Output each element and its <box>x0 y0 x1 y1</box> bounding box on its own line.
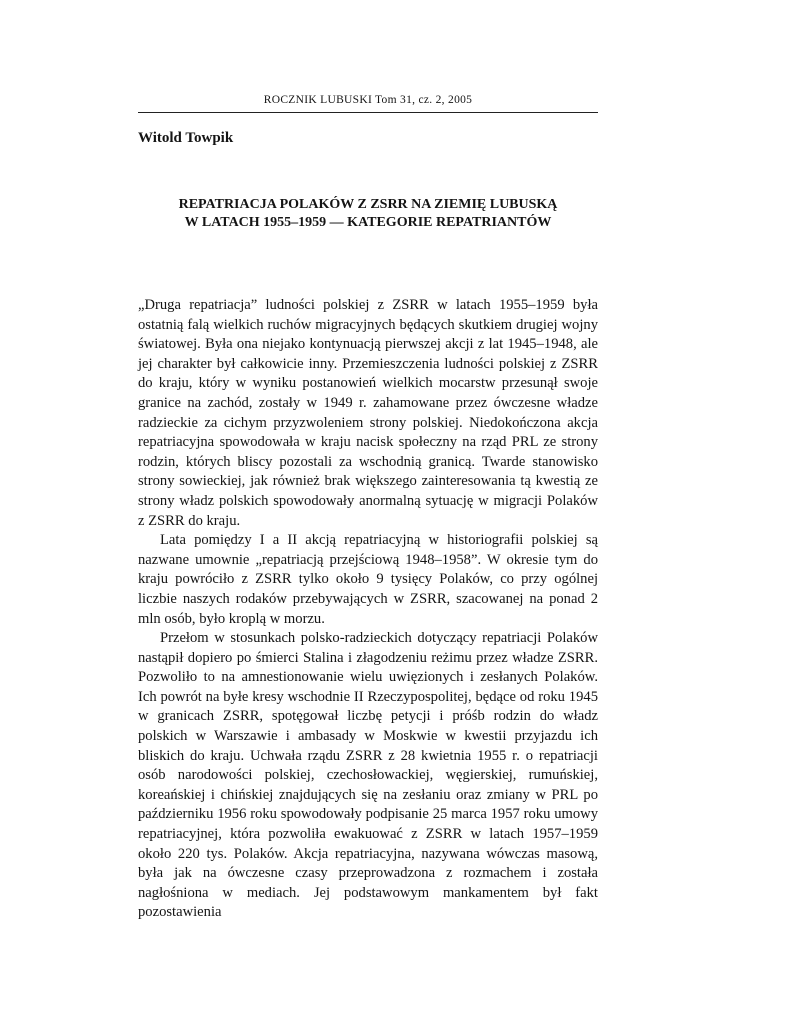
article-body <box>138 296 598 923</box>
title-line-1: REPATRIACJA POLAKÓW Z ZSRR NA ZIEMIĘ LUBUSKĄ <box>178 197 558 212</box>
author-name: Witold Towpik <box>138 130 234 146</box>
running-head: ROCZNIK LUBUSKI Tom 31, cz. 2, 2005 <box>138 94 598 113</box>
paragraph-1: „Druga repatriacja” ludności polskiej z ZSRR w latach 1955–1959 była ostatnią falą wielkich ruchów migracyjnych będących skutkiem drugiej wojny światowej. Była ona niejako kontynuacją pierwszej akcji z lat 1945–1948, ale jej charakter był całkowicie inny. Przemieszczenia ludności polskiej z ZSRR do kraju, który w wyniku postanowień wielkich mocarstw przesunął swoje granice na zachód, zostały w 1949 r. zahamowane przez ówczesne władze radzieckie za cichym przyzwoleniem strony polskiej. Niedokończona akcja repatriacyjna spowodowała w kraju nacisk społeczny na rząd PRL ze strony rodzin, których bliscy pozostali za wschodnią granicą. Twarde stanowisko strony sowieckiej, jak również brak większego zainteresowania tą kwestią ze strony władz polskich spowodowały anormalną sytuację w migracji Polaków z ZSRR do kraju. <box>138 297 598 529</box>
paragraph-3: Przełom w stosunkach polsko-radzieckich dotyczący repatriacji Polaków nastąpił dopiero po śmierci Stalina i złagodzeniu reżimu przez władze ZSRR. Pozwoliło to na amnestionowanie wielu uwięzionych i zesłanych Polaków. Ich powrót na byłe kresy wschodnie II Rzeczypospolitej, będące od roku 1945 w granicach ZSRR, spotęgował liczbę petycji i próśb rodzin do władz polskich w Warszawie i ambasady w Moskwie w kwestii przyjazdu ich bliskich do kraju. Uchwała rządu ZSRR z 28 kwietnia 1955 r. o repatriacji osób narodowości polskiej, czechosłowackiej, węgierskiej, rumuńskiej, koreańskiej i chińskiej znajdujących się na zesłaniu oraz zmiany w PRL po październiku 1956 roku spowodowały podpisanie 25 marca 1957 roku umowy repatriacyjnej, która pozwoliła ewakuować z ZSRR w latach 1957–1959 około 220 tys. Polaków. Akcja repatriacyjna, nazywana wówczas masową, była jak na ówczesne czasy przeprowadzona z rozmachem i została nagłośniona w mediach. Jej podstawowym mankamentem był fakt pozostawienia <box>138 630 598 921</box>
title-line-2: W LATACH 1955–1959 — KATEGORIE REPATRIANTÓW <box>184 215 552 230</box>
paragraph-2: Lata pomiędzy I a II akcją repatriacyjną w historiografii polskiej są nazwane umownie „repatriacją przejściową 1948–1958”. W okresie tym do kraju powróciło z ZSRR tylko około 9 tysięcy Polaków, co przy ogólnej liczbie naszych rodaków przebywających w ZSRR, szacowanej na ponad 2 mln osób, było kroplą w morzu. <box>138 532 598 627</box>
article-title <box>138 196 598 232</box>
